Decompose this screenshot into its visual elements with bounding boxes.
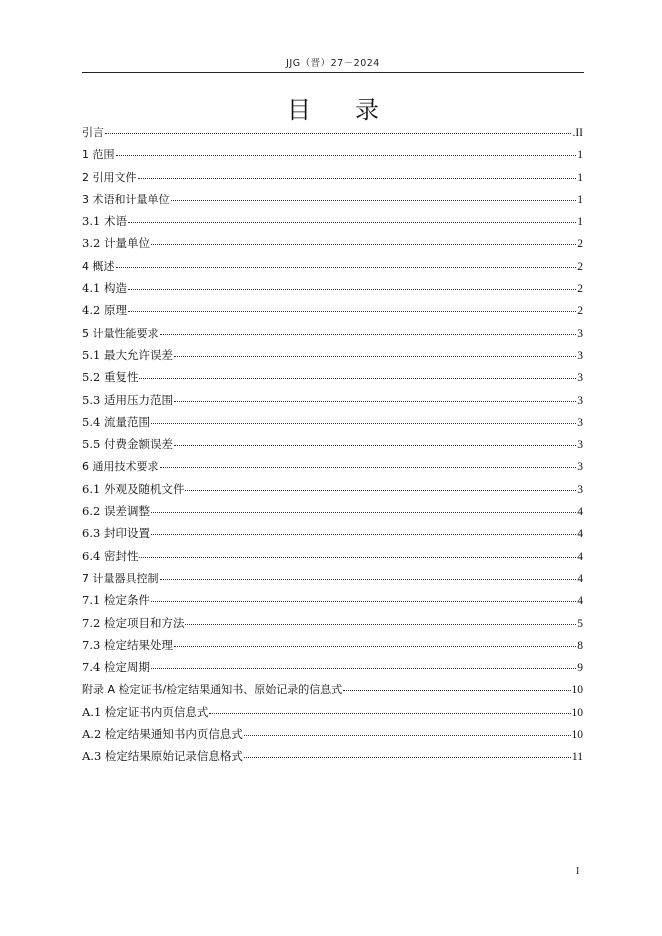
toc-entry-label: 7.3 检定结果处理 [82, 637, 173, 652]
toc-entry-page: 4 [577, 572, 583, 585]
dot-leader [160, 467, 577, 468]
page-number: I [576, 866, 580, 877]
dot-leader [151, 244, 576, 245]
toc-entry-label: A.1 检定证书内页信息式 [82, 704, 209, 719]
toc-entry-label: 5.1 最大允许误差 [82, 347, 173, 362]
toc-entry-label: 3 术语和计量单位 [82, 192, 170, 206]
toc-entry-page: 3 [577, 349, 583, 362]
toc-entry-label: 2 引用文件 [82, 170, 137, 184]
dot-leader [174, 646, 576, 647]
toc-entry-page: 4 [577, 506, 583, 519]
table-of-contents [82, 124, 583, 771]
dot-leader [128, 289, 576, 290]
header-rule [82, 72, 584, 73]
toc-entry-label: 附录 A 检定证书/检定结果通知书、原始记录的信息式 [82, 683, 343, 697]
toc-entry-page: 3 [577, 483, 583, 496]
dot-leader [244, 735, 571, 736]
toc-entry[interactable] [82, 615, 583, 637]
toc-entry-label: 4.1 构造 [82, 281, 127, 296]
toc-entry-label: 4.2 原理 [82, 303, 127, 318]
toc-entry-label: 6.1 外观及随机文件 [82, 481, 185, 496]
toc-entry-label: 6.3 封印设置 [82, 526, 150, 541]
toc-entry[interactable] [82, 347, 583, 369]
toc-entry-label: A.3 检定结果原始记录信息格式 [82, 749, 243, 764]
toc-title: 目录 [287, 96, 423, 124]
toc-entry[interactable] [82, 503, 583, 525]
dot-leader [185, 490, 576, 491]
toc-entry-label: 3.1 术语 [82, 214, 127, 229]
dot-leader [209, 713, 570, 714]
dot-leader [116, 267, 577, 268]
toc-entry[interactable] [82, 726, 583, 748]
toc-entry[interactable] [82, 458, 583, 480]
toc-entry-label: 4 概述 [82, 259, 115, 273]
toc-entry-page: 3 [577, 372, 583, 385]
toc-entry[interactable] [82, 570, 583, 592]
toc-entry-page: 10 [571, 706, 583, 719]
dot-leader [160, 334, 577, 335]
toc-entry-page: 5 [577, 617, 583, 630]
dot-leader [128, 311, 576, 312]
toc-entry-page: 4 [577, 595, 583, 608]
dot-leader [116, 155, 577, 156]
toc-entry[interactable] [82, 191, 583, 213]
toc-entry-page: 10 [571, 684, 583, 697]
toc-entry-page: 4 [577, 528, 583, 541]
toc-entry-label: 7.4 检定周期 [82, 660, 150, 675]
toc-entry[interactable] [82, 235, 583, 257]
toc-entry[interactable] [82, 302, 583, 324]
toc-entry[interactable] [82, 659, 583, 681]
toc-entry-page: 9 [577, 662, 583, 675]
dot-leader [174, 356, 576, 357]
toc-entry-page: 3 [577, 394, 583, 407]
toc-entry-label: 7.1 检定条件 [82, 593, 150, 608]
dot-leader [244, 757, 571, 758]
dot-leader [171, 200, 577, 201]
toc-entry[interactable] [82, 548, 583, 570]
toc-entry-page: 1 [577, 171, 583, 184]
toc-entry[interactable] [82, 436, 583, 458]
toc-entry-page: 2 [577, 283, 583, 296]
toc-entry-label: 6.4 密封性 [82, 548, 139, 563]
toc-entry-label: 5.2 重复性 [82, 370, 139, 385]
dot-leader [160, 579, 577, 580]
dot-leader [128, 222, 576, 223]
toc-entry[interactable] [82, 258, 583, 280]
toc-entry[interactable] [82, 592, 583, 614]
dot-leader [138, 178, 577, 179]
toc-entry-page: 8 [577, 639, 583, 652]
dot-leader [343, 690, 570, 691]
dot-leader [151, 423, 576, 424]
dot-leader [174, 401, 576, 402]
toc-entry-page: 2 [577, 305, 583, 318]
toc-entry[interactable] [82, 637, 583, 659]
toc-entry-label: 1 范围 [82, 148, 115, 162]
toc-entry-page: 2 [577, 238, 583, 251]
toc-entry-label: 7.2 检定项目和方法 [82, 615, 185, 630]
toc-entry-page: 3 [577, 439, 583, 452]
toc-entry[interactable] [82, 213, 583, 235]
toc-entry[interactable] [82, 748, 583, 770]
toc-entry-label: 7 计量器具控制 [82, 571, 159, 585]
toc-entry-label: 6 通用技术要求 [82, 460, 159, 474]
toc-entry-page: 11 [571, 751, 583, 764]
toc-entry-page: 10 [571, 729, 583, 742]
toc-entry-label: 引言 [82, 126, 104, 139]
toc-entry-label: A.2 检定结果通知书内页信息式 [82, 727, 243, 742]
dot-leader [151, 601, 576, 602]
running-header: JJG（晋）27－2024 [286, 58, 380, 69]
toc-entry[interactable] [82, 169, 583, 191]
toc-entry[interactable] [82, 414, 583, 436]
toc-entry[interactable] [82, 481, 583, 503]
dot-leader [139, 378, 576, 379]
toc-entry-label: 5.4 流量范围 [82, 414, 150, 429]
dot-leader [151, 534, 576, 535]
toc-entry-page: 3 [577, 327, 583, 340]
dot-leader [139, 557, 576, 558]
toc-entry-label: 3.2 计量单位 [82, 236, 150, 251]
toc-entry-page: 3 [577, 461, 583, 474]
toc-entry[interactable] [82, 525, 583, 547]
toc-entry[interactable] [82, 124, 583, 146]
toc-entry-page: 2 [577, 260, 583, 273]
toc-entry[interactable] [82, 146, 583, 168]
dot-leader [151, 512, 576, 513]
dot-leader [105, 133, 571, 134]
dot-leader [185, 624, 576, 625]
toc-entry-label: 6.2 误差调整 [82, 504, 150, 519]
toc-entry-label: 5.5 付费金额误差 [82, 437, 173, 452]
toc-entry[interactable] [82, 681, 583, 703]
toc-entry-label: 5 计量性能要求 [82, 326, 159, 340]
toc-entry-page: 1 [577, 193, 583, 206]
toc-entry[interactable] [82, 392, 583, 414]
toc-entry-page: 1 [577, 216, 583, 229]
dot-leader [174, 445, 576, 446]
toc-entry[interactable] [82, 704, 583, 726]
toc-entry-page: 4 [577, 550, 583, 563]
toc-entry[interactable] [82, 325, 583, 347]
toc-entry-page: 3 [577, 416, 583, 429]
toc-entry-label: 5.3 适用压力范围 [82, 392, 173, 407]
toc-entry[interactable] [82, 369, 583, 391]
toc-entry-page: .II [572, 127, 583, 139]
dot-leader [151, 668, 576, 669]
toc-entry-page: 1 [577, 149, 583, 162]
toc-entry[interactable] [82, 280, 583, 302]
